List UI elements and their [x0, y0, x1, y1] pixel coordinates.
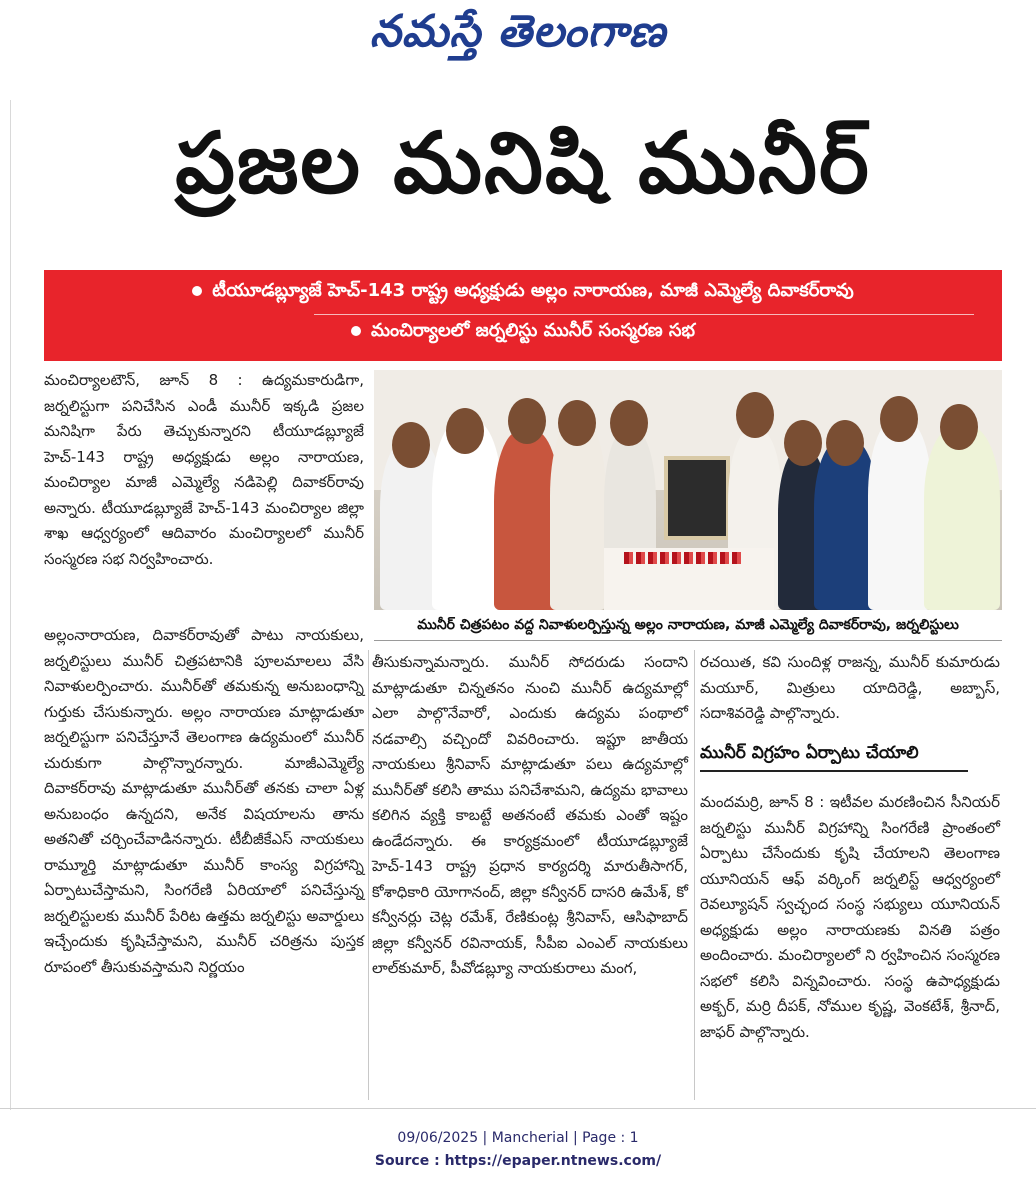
photo-person-head [940, 404, 978, 450]
footer-source: Source : https://epaper.ntnews.com/ [374, 1153, 662, 1169]
subhead-banner [44, 270, 1002, 361]
article-column-left-top [44, 368, 364, 572]
section-subhead: మునీర్ విగ్రహం ఏర్పాటు చేయాలి [700, 743, 919, 763]
bullet-icon [351, 326, 361, 336]
page-edge-rule [10, 100, 11, 1110]
subhead-line-1 [44, 280, 1002, 305]
article-column-middle [372, 650, 688, 982]
flower-petals [624, 552, 744, 564]
photo-person-head [784, 420, 822, 466]
photo-caption: మునీర్ చిత్రపటం వద్ద నివాళులర్పిస్తున్న అల్లం నారాయణ, మాజీ ఎమ్మెల్యే దివాకర్‌రావు, జర్నలిస్టులు [417, 617, 959, 633]
subhead-text-2: మంచిర్యాలలో జర్నలిస్టు మునీర్ సంస్మరణ సభ [370, 320, 696, 341]
caption-rule [374, 640, 1002, 641]
photo-person [868, 420, 932, 610]
portrait-frame [664, 456, 730, 540]
paragraph: తీసుకున్నామన్నారు. మునీర్ సోదరుడు సందాని మాట్లాడుతూ చిన్నతనం నుంచి మునీర్ ఉద్యమాల్లో ఎలా పాల్గొనేవారో, ఎందుకు ఉద్యమ పంథాలో నడవాల్సి వచ్చిందో వివరించారు. ఇప్టూ జాతీయ నాయకులు శ్రీనివాస్ మాట్లాడుతూ పలు ఉద్యమాల్లో మునీర్‌తో కలిసి తాము పనిచేశామని, ఉద్యమ భావాలు కలిగిన వ్యక్తి కాబట్టే అతనంటే తమకు ఎంతో ఇష్టం ఉండేదన్నారు. ఈ కార్యక్రమంలో టీయూడబ్ల్యూజే హెచ్-143 రాష్ట్ర ప్రధాన కార్యదర్శి మారుతీసాగర్, కోశాధికారి యోగానంద్, జిల్లా కన్వీనర్ దాసరి ఉమేశ్, కో కన్వీనర్లు చెట్ల రమేశ్, రేణికుంట్ల శ్రీనివాస్, ఆసిఫాబాద్ జిల్లా కన్వీనర్ రవినాయక్, సీపీఐ ఎంఎల్ నాయకులు లాల్‌కుమార్, పీవోడబ్ల్యూ నాయకురాలు మంగ, [372, 653, 688, 977]
photo-person-head [446, 408, 484, 454]
paragraph: రచయిత, కవి సుందిళ్ల రాజన్న, మునీర్ కుమారుడు మయూర్, మిత్రులు యాదిరెడ్డి, అబ్బాస్, సదాశివరెడ్డి పాల్గొన్నారు. [700, 653, 1000, 722]
photo-person-head [826, 420, 864, 466]
masthead [0, 6, 1036, 68]
photo-person-head [736, 392, 774, 438]
subhead-divider [314, 314, 974, 315]
section-subhead-rule [700, 770, 968, 772]
photo-person-head [558, 400, 596, 446]
photo-person [924, 426, 1000, 610]
article-column-left-bottom [44, 623, 364, 980]
paragraph: మందమర్రి, జూన్ 8 : ఇటీవల మరణించిన సీనియర్ జర్నలిస్టు మునీర్ విగ్రహాన్ని సింగరేణి ప్రాంతంలో ఏర్పాటు చేసేందుకు కృషి చేయాలని తెలంగాణ యూనియన్ ఆఫ్ వర్కింగ్ జర్నలిస్ట్ ఆధ్వర్యంలో రెవల్యూషన్ స్వచ్ఛంద సంస్థ సభ్యులు యూనియన్ అధ్యక్షుడు అల్లం నారాయణకు వినతి పత్రం అందించారు. మంచిర్యాలలో ని ర్వహించిన సంస్మరణ సభలో కలిసి విన్నవించారు. సంస్థ ఉపాధ్యక్షుడు అక్బర్, మర్రి దీపక్, నోముల కృష్ణ, వెంకటేశ్, శ్రీనాద్, జాఫర్ పాల్గొన్నారు. [700, 793, 1000, 1041]
photo-person [550, 420, 606, 610]
subhead-line-2 [44, 320, 1002, 345]
newspaper-logo: నమస్తే తెలంగాణ [369, 6, 667, 57]
footer-edition-info: 09/06/2025 | Mancherial | Page : 1 [397, 1130, 639, 1146]
photo-person-head [880, 396, 918, 442]
column-divider [368, 650, 369, 1100]
photo-person-head [508, 398, 546, 444]
article-column-right-top [700, 650, 1000, 727]
paragraph: అల్లంనారాయణ, దివాకర్‌రావుతో పాటు నాయకులు, జర్నలిస్టులు మునీర్ చిత్రపటానికి పూలమాలలు వేసి నివాళులర్పించారు. మునీర్‌తో తమకున్న అనుబంధాన్ని గుర్తుకు చేసుకున్నారు. అల్లం నారాయణ మాట్లాడుతూ జర్నలిస్టుగా పనిచేస్తూనే తెలంగాణ ఉద్యమంలో మునీర్ చురుకుగా పాల్గొన్నారన్నారు. మాజీఎమ్మెల్యే దివాకర్‌రావు మాట్లాడుతూ మునీర్‌తో తనకు చాలా ఏళ్ల అనుబంధం ఉన్నదని, అనేక విషయాలను తాను అతనితో చర్చించేవాడినన్నారు. టీబీజీకేఎస్ నాయకులు రామ్మూర్తి మాట్లాడుతూ మునీర్ కాంస్య విగ్రహాన్ని ఏర్పాటుచేస్తామని, సింగరేణి ఏరియాలో పనిచేస్తున్న జర్నలిస్టులకు మునీర్ పేరిట ఉత్తమ జర్నలిస్టు అవార్డులు ఇచ్చేందుకు కృషిచేస్తామని, మునీర్ చరిత్రను పుస్తక రూపంలో తీసుకువస్తామని నిర్ణయం [44, 626, 364, 976]
bullet-icon [192, 286, 202, 296]
subhead-text-1: టీయూడబ్ల్యూజే హెచ్-143 రాష్ట్ర అధ్యక్షుడు అల్లం నారాయణ, మాజీ ఎమ్మెల్యే దివాకర్‌రావు [212, 280, 854, 301]
photo-person-head [610, 400, 648, 446]
footer-rule [0, 1108, 1036, 1109]
article-column-right-bottom [700, 790, 1000, 1045]
photo-person-head [392, 422, 430, 468]
column-divider [694, 650, 695, 1100]
headline: ప్రజల మనిషి మునీర్ [175, 114, 871, 212]
news-photo [374, 370, 1002, 610]
paragraph: మంచిర్యాలటౌన్, జూన్ 8 : ఉద్యమకారుడిగా, జర్నలిస్టుగా పనిచేసిన ఎండీ మునీర్ ఇక్కడి ప్రజల మనిషిగా పేరు తెచ్చుకున్నారని టీయూడబ్ల్యూజే హెచ్-143 రాష్ట్ర అధ్యక్షుడు అల్లం నారాయణ, మంచిర్యాల మాజీ ఎమ్మెల్యే నడిపెల్లి దివాకర్‌రావు అన్నారు. టీయూడబ్ల్యూజే హెచ్-143 మంచిర్యాల జిల్లా శాఖ ఆధ్వర్యంలో ఆదివారం మంచిర్యాలలో మునీర్ సంస్మరణ సభ నిర్వహించారు. [44, 371, 364, 568]
